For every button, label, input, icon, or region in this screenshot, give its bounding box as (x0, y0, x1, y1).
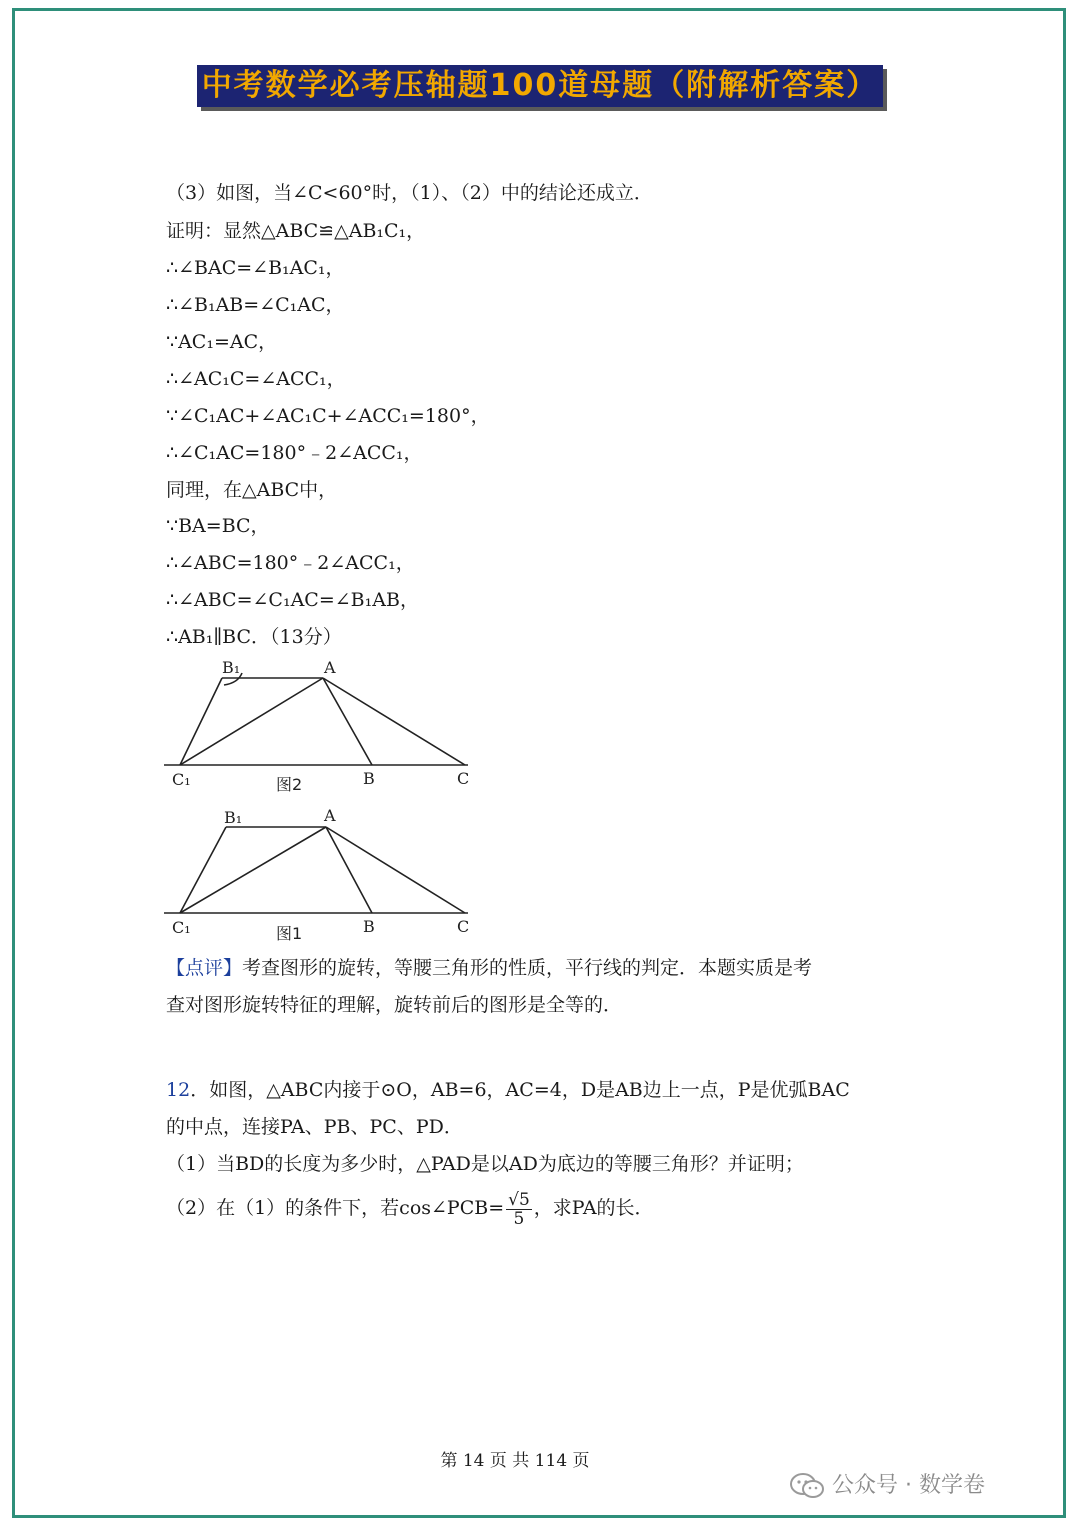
comment-text: 考查图形的旋转，等腰三角形的性质，平行线的判定．本题实质是考 (242, 957, 813, 979)
proof-line: 证明：显然△ABC≌△AB₁C₁， (166, 220, 426, 242)
label-a: A (324, 806, 336, 825)
proof-line: ∵AC₁=AC， (166, 331, 278, 353)
problem-text: ．如图，△ABC内接于⊙O，AB=6，AC=4，D是AB边上一点，P是优弧BAC (190, 1079, 850, 1101)
figure-2 (160, 655, 480, 795)
fraction (506, 1191, 532, 1228)
proof-line: ∴∠ABC=180°﹣2∠ACC₁， (166, 552, 415, 574)
fraction-denominator: 5 (513, 1208, 525, 1229)
proof-line: 同理，在△ABC中， (166, 479, 338, 501)
question-2-prefix: （2）在（1）的条件下，若cos∠PCB= (166, 1197, 505, 1219)
fraction-numerator: √5 (508, 1189, 530, 1210)
label-b: B (363, 769, 375, 788)
wechat-watermark (790, 1466, 1060, 1506)
page-footer: 第 14 页 共 114 页 (440, 1451, 590, 1471)
figure-caption: 图1 (276, 924, 303, 943)
segment-ac (323, 678, 465, 765)
label-c: C (457, 917, 470, 936)
proof-line: ∴∠AC₁C=∠ACC₁， (166, 368, 346, 390)
proof-line: ∴∠B₁AB=∠C₁AC， (166, 294, 345, 316)
label-c1: C₁ (172, 918, 191, 937)
problem-line: 的中点，连接PA、PB、PC、PD． (166, 1116, 463, 1138)
label-a: A (324, 658, 336, 677)
problem-number: 12 (166, 1079, 191, 1101)
label-c: C (457, 769, 470, 788)
page-title: 中考数学必考压轴题100道母题（附解析答案） (197, 65, 883, 107)
proof-line: ∵BA=BC， (166, 515, 270, 537)
proof-line: （3）如图，当∠C<60°时，（1）、（2）中的结论还成立． (166, 182, 653, 204)
watermark-text: 公众号 · 数学卷 (832, 1473, 985, 1498)
question-2-suffix: ，求PA的长． (533, 1197, 654, 1219)
label-c1: C₁ (172, 770, 191, 789)
proof-line: ∴∠C₁AC=180°﹣2∠ACC₁， (166, 442, 423, 464)
proof-line: ∴∠BAC=∠B₁AC₁， (166, 257, 345, 279)
figure-caption: 图2 (276, 775, 303, 794)
label-b1: B₁ (224, 808, 243, 827)
segment-ab (326, 827, 372, 913)
proof-line: ∴∠ABC=∠C₁AC=∠B₁AB， (166, 589, 419, 611)
comment-line (166, 955, 812, 981)
label-b: B (363, 917, 375, 936)
comment-tag: 【点评】 (166, 957, 243, 979)
proof-line: ∵∠C₁AC+∠AC₁C+∠ACC₁=180°， (166, 405, 490, 427)
wechat-icon (790, 1472, 824, 1500)
segment-ac (326, 827, 465, 913)
problem-line (166, 1077, 850, 1103)
question-1: （1）当BD的长度为多少时，△PAD是以AD为底边的等腰三角形？并证明； (166, 1153, 804, 1175)
proof-line: ∴AB₁∥BC．（13分） (166, 626, 342, 648)
question-2 (166, 1188, 654, 1228)
label-b1: B₁ (222, 658, 241, 677)
figure-1 (160, 805, 480, 945)
segment-ab (323, 678, 372, 765)
segment-c1a (180, 827, 326, 913)
comment-line: 查对图形旋转特征的理解，旋转前后的图形是全等的． (166, 994, 623, 1016)
